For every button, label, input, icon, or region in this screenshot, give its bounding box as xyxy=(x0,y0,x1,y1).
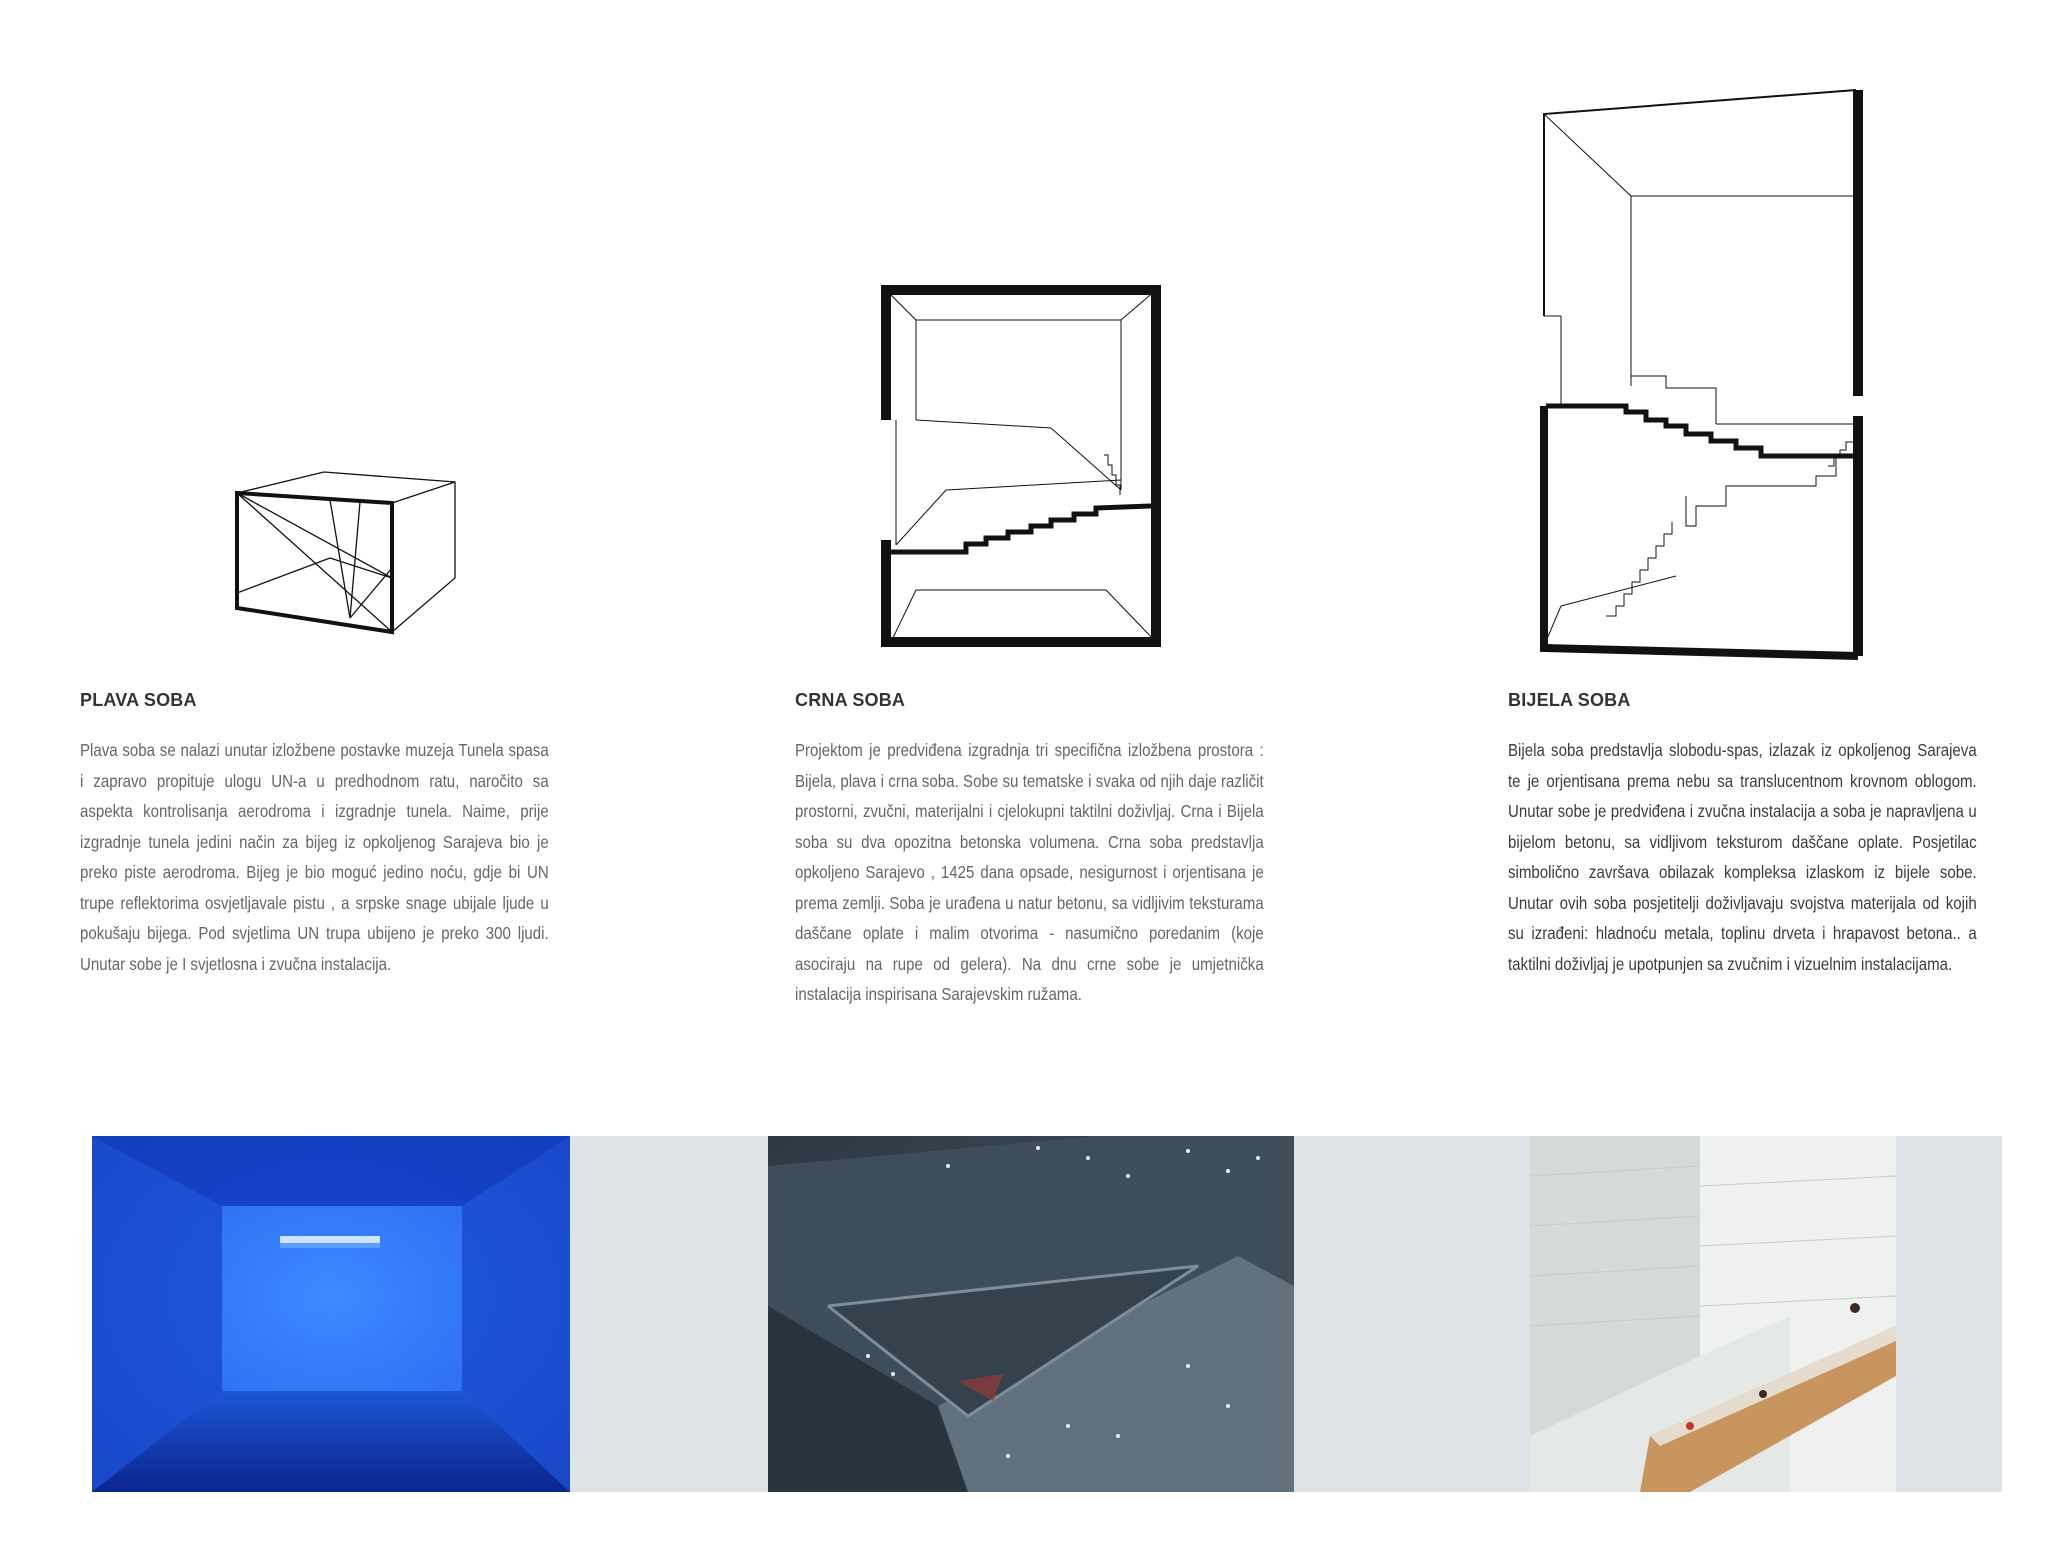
plava-soba-column xyxy=(80,690,550,979)
crna-soba-diagram xyxy=(876,280,1176,652)
plava-soba-diagram xyxy=(230,468,470,648)
crna-soba-render xyxy=(768,1136,1294,1492)
plava-soba-render xyxy=(92,1136,570,1492)
crna-soba-title: CRNA SOBA xyxy=(795,690,906,710)
plava-soba-title: PLAVA SOBA xyxy=(80,690,197,710)
plava-soba-text: Plava soba se nalazi unutar izložbene postavke muzeja Tunela spasa i zapravo propituje ulogu UN-a u predhodnom ratu, naročito sa aspekta kontrolisanja aerodroma i izgradnje tunela. Naime, prije izgradnje tunela jedini način za bijeg iz opkoljenog Sarajeva bio je preko piste aerodroma. Bijeg je bio moguć jedino noću, gdje bi UN trupe reflektorima osvjetljavale pistu , a srpske snage ubijale ljude u pokušaju bijega. Pod svjetlima UN trupa ubijeno je preko 300 ljudi. Unutar sobe je I svjetlosna i zvučna instalacija. xyxy=(80,740,549,974)
bijela-soba-diagram xyxy=(1536,86,1866,666)
crna-soba-text: Projektom je predviđena izgradnja tri specifična izložbena prostora : Bijela, plava i crna soba. Sobe su tematske i svaka od njih daje različit prostorni, zvučni, materijalni i cjelokupni taktilni doživljaj. Crna i Bijela soba su dva opozitna betonska volumena. Crna soba predstavlja opkoljeno Sarajevo , 1425 dana opsade, nesigurnost i orjentisana je prema zemlji. Soba je urađena u natur betonu, sa vidljivim teksturama daščane oplate i malim otvorima - nasumično poredanim (koje asociraju na rupe od gelera). Na dnu crne sobe je umjetnička instalacija inspirisana Sarajevskim ružama. xyxy=(795,740,1264,1004)
bijela-soba-render xyxy=(1530,1136,1896,1492)
bijela-soba-text: Bijela soba predstavlja slobodu-spas, izlazak iz opkoljenog Sarajeva te je orjentisana prema nebu sa translucentnom krovnom oblogom. Unutar sobe je predviđena i zvučna instalacija a soba je napravljena u bijelom betonu, sa vidljivom teksturom daščane oplate. Posjetilac simbolično završava obilazak kompleksa izlaskom iz bijele sobe. Unutar ovih soba posjetitelji doživljavaju svojstva materijala od kojih su izrađeni: hladnoću metala, toplinu drveta i hrapavost betona.. a taktilni doživljaj je upotpunjen sa zvučnim i vizuelnim instalacijama. xyxy=(1508,740,1977,974)
bijela-soba-title: BIJELA SOBA xyxy=(1508,690,1631,710)
crna-soba-column xyxy=(795,690,1265,1010)
bijela-soba-column xyxy=(1508,690,1978,979)
